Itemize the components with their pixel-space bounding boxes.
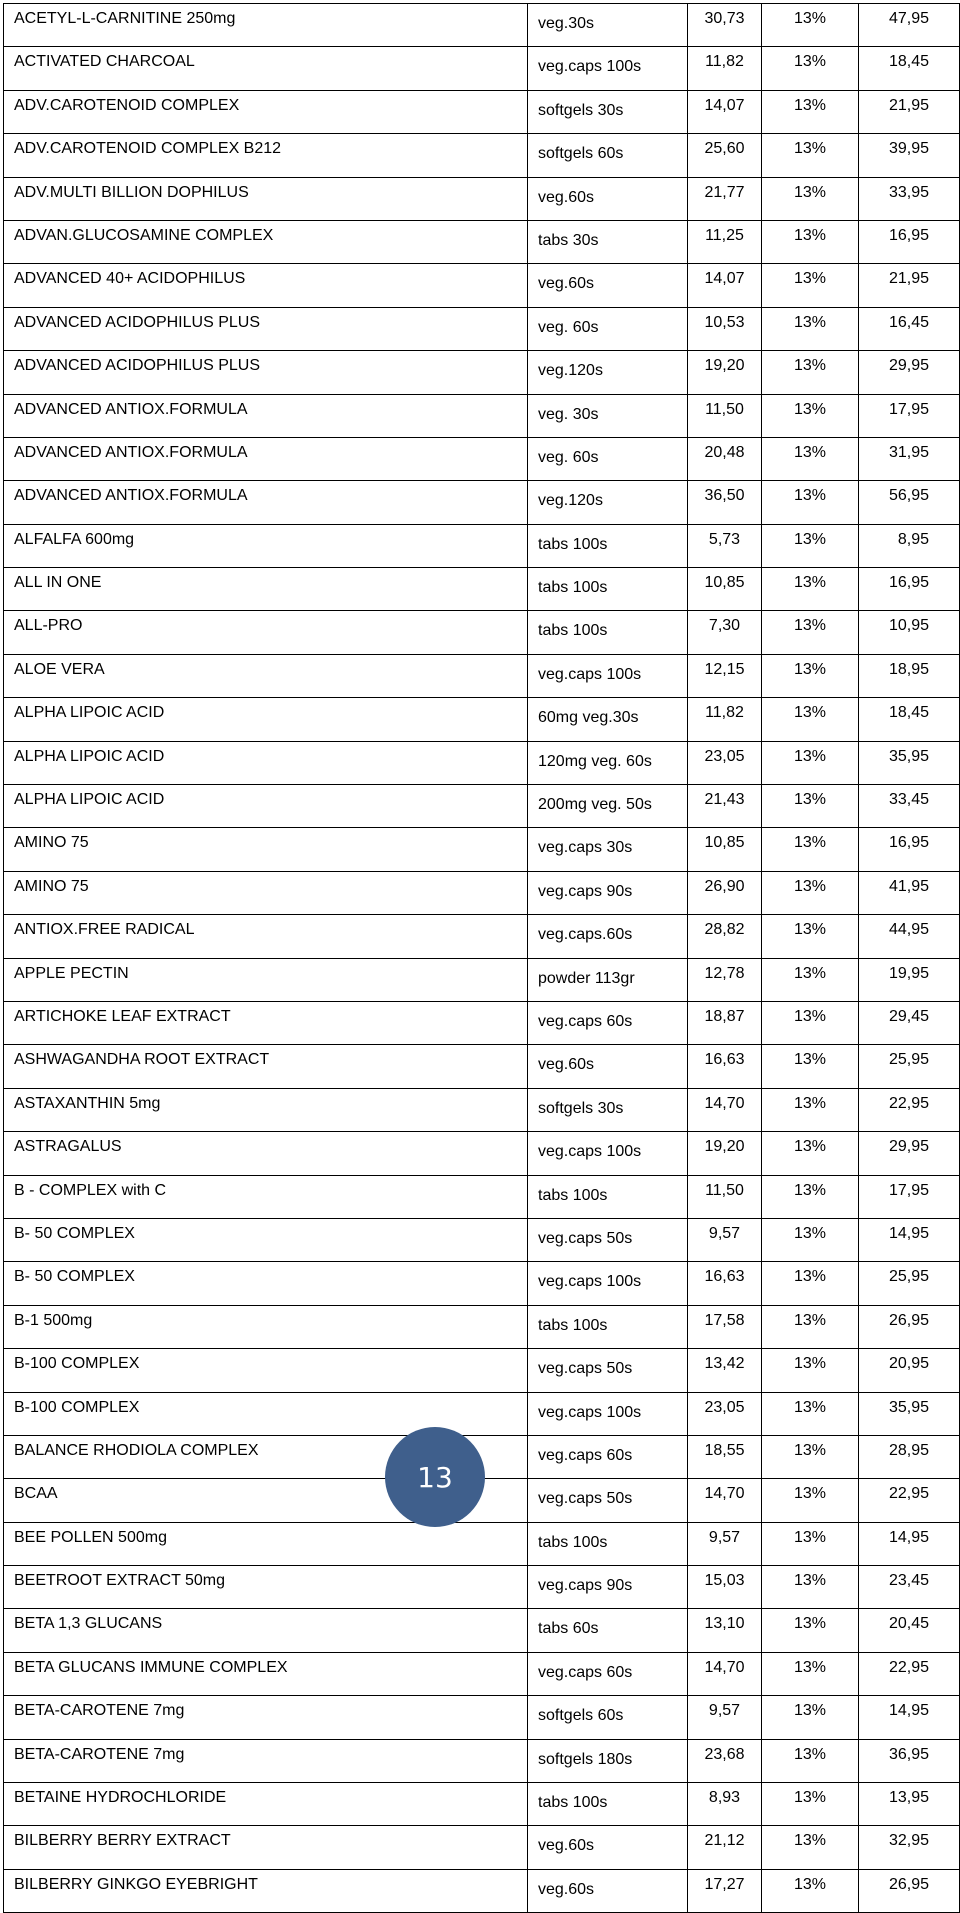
package-cell: tabs 100s [528,1522,688,1565]
package-cell: veg.caps 60s [528,1652,688,1695]
vat-cell: 13% [762,1132,859,1175]
table-row [4,1566,960,1609]
net-price-cell: 16,63 [688,1045,762,1088]
net-price-cell: 14,70 [688,1479,762,1522]
product-name-cell: ADV.CAROTENOID COMPLEX [4,90,528,133]
table-row [4,1001,960,1044]
vat-cell: 13% [762,741,859,784]
table-row [4,1696,960,1739]
price-list-body [4,4,960,1913]
table-row [4,47,960,90]
retail-price-cell: 10,95 [859,611,960,654]
product-name-cell: ANTIOX.FREE RADICAL [4,915,528,958]
table-row [4,220,960,263]
vat-cell: 13% [762,524,859,567]
product-name-cell: ARTICHOKE LEAF EXTRACT [4,1001,528,1044]
vat-cell: 13% [762,264,859,307]
vat-cell: 13% [762,90,859,133]
retail-price-cell: 19,95 [859,958,960,1001]
product-name-cell: BETA-CAROTENE 7mg [4,1739,528,1782]
package-cell: veg.caps 90s [528,1566,688,1609]
net-price-cell: 21,43 [688,785,762,828]
product-name-cell: ADVANCED ANTIOX.FORMULA [4,481,528,524]
product-name-cell: BCAA [4,1479,528,1522]
table-row [4,698,960,741]
table-row [4,1826,960,1869]
table-row [4,1739,960,1782]
net-price-cell: 19,20 [688,351,762,394]
package-cell: tabs 100s [528,1305,688,1348]
package-cell: 120mg veg. 60s [528,741,688,784]
net-price-cell: 10,85 [688,828,762,871]
retail-price-cell: 18,95 [859,654,960,697]
table-row [4,1349,960,1392]
net-price-cell: 11,82 [688,47,762,90]
package-cell: veg.caps 50s [528,1349,688,1392]
package-cell: veg.30s [528,4,688,47]
product-name-cell: BALANCE RHODIOLA COMPLEX [4,1435,528,1478]
product-name-cell: ALPHA LIPOIC ACID [4,785,528,828]
retail-price-cell: 25,95 [859,1262,960,1305]
table-row [4,568,960,611]
table-row [4,1392,960,1435]
table-row [4,1088,960,1131]
vat-cell: 13% [762,1869,859,1912]
retail-price-cell: 35,95 [859,1392,960,1435]
retail-price-cell: 14,95 [859,1218,960,1261]
net-price-cell: 26,90 [688,871,762,914]
package-cell: veg.caps 100s [528,654,688,697]
table-row [4,1175,960,1218]
table-row [4,177,960,220]
retail-price-cell: 44,95 [859,915,960,958]
vat-cell: 13% [762,1088,859,1131]
table-row [4,871,960,914]
table-row [4,1045,960,1088]
package-cell: veg.60s [528,1826,688,1869]
retail-price-cell: 32,95 [859,1826,960,1869]
product-name-cell: ADV.MULTI BILLION DOPHILUS [4,177,528,220]
net-price-cell: 9,57 [688,1218,762,1261]
product-name-cell: B- 50 COMPLEX [4,1218,528,1261]
vat-cell: 13% [762,220,859,263]
vat-cell: 13% [762,1435,859,1478]
net-price-cell: 30,73 [688,4,762,47]
retail-price-cell: 33,95 [859,177,960,220]
net-price-cell: 11,50 [688,394,762,437]
vat-cell: 13% [762,1349,859,1392]
net-price-cell: 13,42 [688,1349,762,1392]
table-row [4,654,960,697]
net-price-cell: 14,70 [688,1652,762,1695]
vat-cell: 13% [762,698,859,741]
table-row [4,307,960,350]
retail-price-cell: 31,95 [859,437,960,480]
retail-price-cell: 36,95 [859,1739,960,1782]
product-name-cell: ADVANCED ANTIOX.FORMULA [4,394,528,437]
table-row [4,741,960,784]
net-price-cell: 10,53 [688,307,762,350]
vat-cell: 13% [762,481,859,524]
vat-cell: 13% [762,4,859,47]
retail-price-cell: 18,45 [859,698,960,741]
vat-cell: 13% [762,958,859,1001]
product-name-cell: BEE POLLEN 500mg [4,1522,528,1565]
product-name-cell: BETAINE HYDROCHLORIDE [4,1783,528,1826]
package-cell: veg.caps.60s [528,915,688,958]
vat-cell: 13% [762,134,859,177]
package-cell: veg.caps 90s [528,871,688,914]
retail-price-cell: 39,95 [859,134,960,177]
product-name-cell: ADVANCED ACIDOPHILUS PLUS [4,307,528,350]
table-row [4,264,960,307]
product-name-cell: ALPHA LIPOIC ACID [4,698,528,741]
product-name-cell: ACTIVATED CHARCOAL [4,47,528,90]
net-price-cell: 11,25 [688,220,762,263]
retail-price-cell: 16,45 [859,307,960,350]
package-cell: tabs 100s [528,568,688,611]
net-price-cell: 18,87 [688,1001,762,1044]
product-name-cell: ALPHA LIPOIC ACID [4,741,528,784]
table-row [4,1522,960,1565]
retail-price-cell: 25,95 [859,1045,960,1088]
product-name-cell: BETA 1,3 GLUCANS [4,1609,528,1652]
table-row [4,1869,960,1912]
product-name-cell: B - COMPLEX with C [4,1175,528,1218]
product-name-cell: ADV.CAROTENOID COMPLEX B212 [4,134,528,177]
package-cell: softgels 30s [528,90,688,133]
vat-cell: 13% [762,1479,859,1522]
vat-cell: 13% [762,1826,859,1869]
retail-price-cell: 22,95 [859,1652,960,1695]
retail-price-cell: 26,95 [859,1869,960,1912]
package-cell: veg. 30s [528,394,688,437]
table-row [4,394,960,437]
vat-cell: 13% [762,1783,859,1826]
product-name-cell: BILBERRY GINKGO EYEBRIGHT [4,1869,528,1912]
product-name-cell: ALL-PRO [4,611,528,654]
vat-cell: 13% [762,1652,859,1695]
product-name-cell: ASTAXANTHIN 5mg [4,1088,528,1131]
retail-price-cell: 16,95 [859,828,960,871]
vat-cell: 13% [762,611,859,654]
table-row [4,524,960,567]
package-cell: softgels 60s [528,134,688,177]
product-name-cell: B-1 500mg [4,1305,528,1348]
vat-cell: 13% [762,437,859,480]
retail-price-cell: 29,45 [859,1001,960,1044]
vat-cell: 13% [762,351,859,394]
product-name-cell: ADVAN.GLUCOSAMINE COMPLEX [4,220,528,263]
retail-price-cell: 13,95 [859,1783,960,1826]
net-price-cell: 8,93 [688,1783,762,1826]
package-cell: veg.caps 50s [528,1218,688,1261]
table-row [4,611,960,654]
table-row [4,1218,960,1261]
vat-cell: 13% [762,828,859,871]
table-row [4,958,960,1001]
package-cell: veg. 60s [528,307,688,350]
net-price-cell: 18,55 [688,1435,762,1478]
retail-price-cell: 21,95 [859,264,960,307]
net-price-cell: 12,78 [688,958,762,1001]
page-number: 13 [417,1460,453,1494]
table-row [4,481,960,524]
package-cell: powder 113gr [528,958,688,1001]
product-name-cell: ADVANCED ANTIOX.FORMULA [4,437,528,480]
table-row [4,1305,960,1348]
retail-price-cell: 14,95 [859,1522,960,1565]
vat-cell: 13% [762,654,859,697]
vat-cell: 13% [762,1522,859,1565]
net-price-cell: 21,77 [688,177,762,220]
vat-cell: 13% [762,1262,859,1305]
retail-price-cell: 28,95 [859,1435,960,1478]
vat-cell: 13% [762,1001,859,1044]
product-name-cell: BETA GLUCANS IMMUNE COMPLEX [4,1652,528,1695]
package-cell: veg. 60s [528,437,688,480]
net-price-cell: 17,58 [688,1305,762,1348]
retail-price-cell: 17,95 [859,394,960,437]
net-price-cell: 28,82 [688,915,762,958]
net-price-cell: 12,15 [688,654,762,697]
product-name-cell: B-100 COMPLEX [4,1392,528,1435]
package-cell: veg.caps 50s [528,1479,688,1522]
net-price-cell: 19,20 [688,1132,762,1175]
vat-cell: 13% [762,568,859,611]
product-name-cell: ASHWAGANDHA ROOT EXTRACT [4,1045,528,1088]
vat-cell: 13% [762,871,859,914]
vat-cell: 13% [762,785,859,828]
table-row [4,1652,960,1695]
vat-cell: 13% [762,307,859,350]
package-cell: veg.60s [528,264,688,307]
package-cell: veg.120s [528,481,688,524]
net-price-cell: 17,27 [688,1869,762,1912]
net-price-cell: 9,57 [688,1522,762,1565]
net-price-cell: 14,07 [688,90,762,133]
package-cell: veg.120s [528,351,688,394]
retail-price-cell: 14,95 [859,1696,960,1739]
product-name-cell: AMINO 75 [4,828,528,871]
retail-price-cell: 23,45 [859,1566,960,1609]
vat-cell: 13% [762,915,859,958]
package-cell: tabs 100s [528,1783,688,1826]
package-cell: veg.caps 100s [528,1392,688,1435]
vat-cell: 13% [762,1609,859,1652]
net-price-cell: 15,03 [688,1566,762,1609]
price-list-table [3,3,960,1913]
package-cell: veg.caps 100s [528,47,688,90]
product-name-cell: BEETROOT EXTRACT 50mg [4,1566,528,1609]
net-price-cell: 25,60 [688,134,762,177]
package-cell: veg.60s [528,1045,688,1088]
table-row [4,4,960,47]
net-price-cell: 5,73 [688,524,762,567]
retail-price-cell: 22,95 [859,1479,960,1522]
table-row [4,785,960,828]
retail-price-cell: 56,95 [859,481,960,524]
product-name-cell: ACETYL-L-CARNITINE 250mg [4,4,528,47]
table-row [4,915,960,958]
package-cell: softgels 60s [528,1696,688,1739]
net-price-cell: 11,82 [688,698,762,741]
net-price-cell: 23,05 [688,1392,762,1435]
package-cell: softgels 180s [528,1739,688,1782]
table-row [4,1783,960,1826]
net-price-cell: 11,50 [688,1175,762,1218]
product-name-cell: BILBERRY BERRY EXTRACT [4,1826,528,1869]
table-row [4,351,960,394]
page-number-badge [385,1427,485,1527]
package-cell: 60mg veg.30s [528,698,688,741]
package-cell: 200mg veg. 50s [528,785,688,828]
package-cell: veg.caps 60s [528,1435,688,1478]
table-row [4,90,960,133]
package-cell: veg.caps 60s [528,1001,688,1044]
net-price-cell: 9,57 [688,1696,762,1739]
retail-price-cell: 20,45 [859,1609,960,1652]
retail-price-cell: 47,95 [859,4,960,47]
product-name-cell: ADVANCED ACIDOPHILUS PLUS [4,351,528,394]
vat-cell: 13% [762,1305,859,1348]
table-row [4,828,960,871]
package-cell: veg.caps 100s [528,1262,688,1305]
table-row [4,1132,960,1175]
product-name-cell: B- 50 COMPLEX [4,1262,528,1305]
vat-cell: 13% [762,1175,859,1218]
retail-price-cell: 17,95 [859,1175,960,1218]
table-row [4,134,960,177]
retail-price-cell: 29,95 [859,1132,960,1175]
net-price-cell: 10,85 [688,568,762,611]
net-price-cell: 36,50 [688,481,762,524]
product-name-cell: BETA-CAROTENE 7mg [4,1696,528,1739]
package-cell: tabs 60s [528,1609,688,1652]
net-price-cell: 23,68 [688,1739,762,1782]
retail-price-cell: 16,95 [859,220,960,263]
net-price-cell: 14,07 [688,264,762,307]
table-row [4,1609,960,1652]
product-name-cell: ADVANCED 40+ ACIDOPHILUS [4,264,528,307]
retail-price-cell: 41,95 [859,871,960,914]
retail-price-cell: 8,95 [859,524,960,567]
net-price-cell: 20,48 [688,437,762,480]
net-price-cell: 23,05 [688,741,762,784]
vat-cell: 13% [762,1739,859,1782]
retail-price-cell: 33,45 [859,785,960,828]
retail-price-cell: 21,95 [859,90,960,133]
vat-cell: 13% [762,177,859,220]
vat-cell: 13% [762,1045,859,1088]
net-price-cell: 13,10 [688,1609,762,1652]
product-name-cell: APPLE PECTIN [4,958,528,1001]
package-cell: tabs 100s [528,1175,688,1218]
package-cell: tabs 100s [528,611,688,654]
vat-cell: 13% [762,394,859,437]
package-cell: tabs 30s [528,220,688,263]
product-name-cell: ALL IN ONE [4,568,528,611]
product-name-cell: AMINO 75 [4,871,528,914]
product-name-cell: B-100 COMPLEX [4,1349,528,1392]
product-name-cell: ASTRAGALUS [4,1132,528,1175]
table-row [4,1262,960,1305]
table-row [4,437,960,480]
vat-cell: 13% [762,1392,859,1435]
product-name-cell: ALFALFA 600mg [4,524,528,567]
retail-price-cell: 16,95 [859,568,960,611]
vat-cell: 13% [762,1566,859,1609]
retail-price-cell: 22,95 [859,1088,960,1131]
net-price-cell: 14,70 [688,1088,762,1131]
retail-price-cell: 26,95 [859,1305,960,1348]
retail-price-cell: 18,45 [859,47,960,90]
net-price-cell: 21,12 [688,1826,762,1869]
vat-cell: 13% [762,1218,859,1261]
retail-price-cell: 20,95 [859,1349,960,1392]
package-cell: veg.caps 100s [528,1132,688,1175]
package-cell: veg.caps 30s [528,828,688,871]
retail-price-cell: 29,95 [859,351,960,394]
net-price-cell: 16,63 [688,1262,762,1305]
net-price-cell: 7,30 [688,611,762,654]
package-cell: softgels 30s [528,1088,688,1131]
retail-price-cell: 35,95 [859,741,960,784]
package-cell: veg.60s [528,1869,688,1912]
vat-cell: 13% [762,47,859,90]
product-name-cell: ALOE VERA [4,654,528,697]
vat-cell: 13% [762,1696,859,1739]
package-cell: veg.60s [528,177,688,220]
package-cell: tabs 100s [528,524,688,567]
